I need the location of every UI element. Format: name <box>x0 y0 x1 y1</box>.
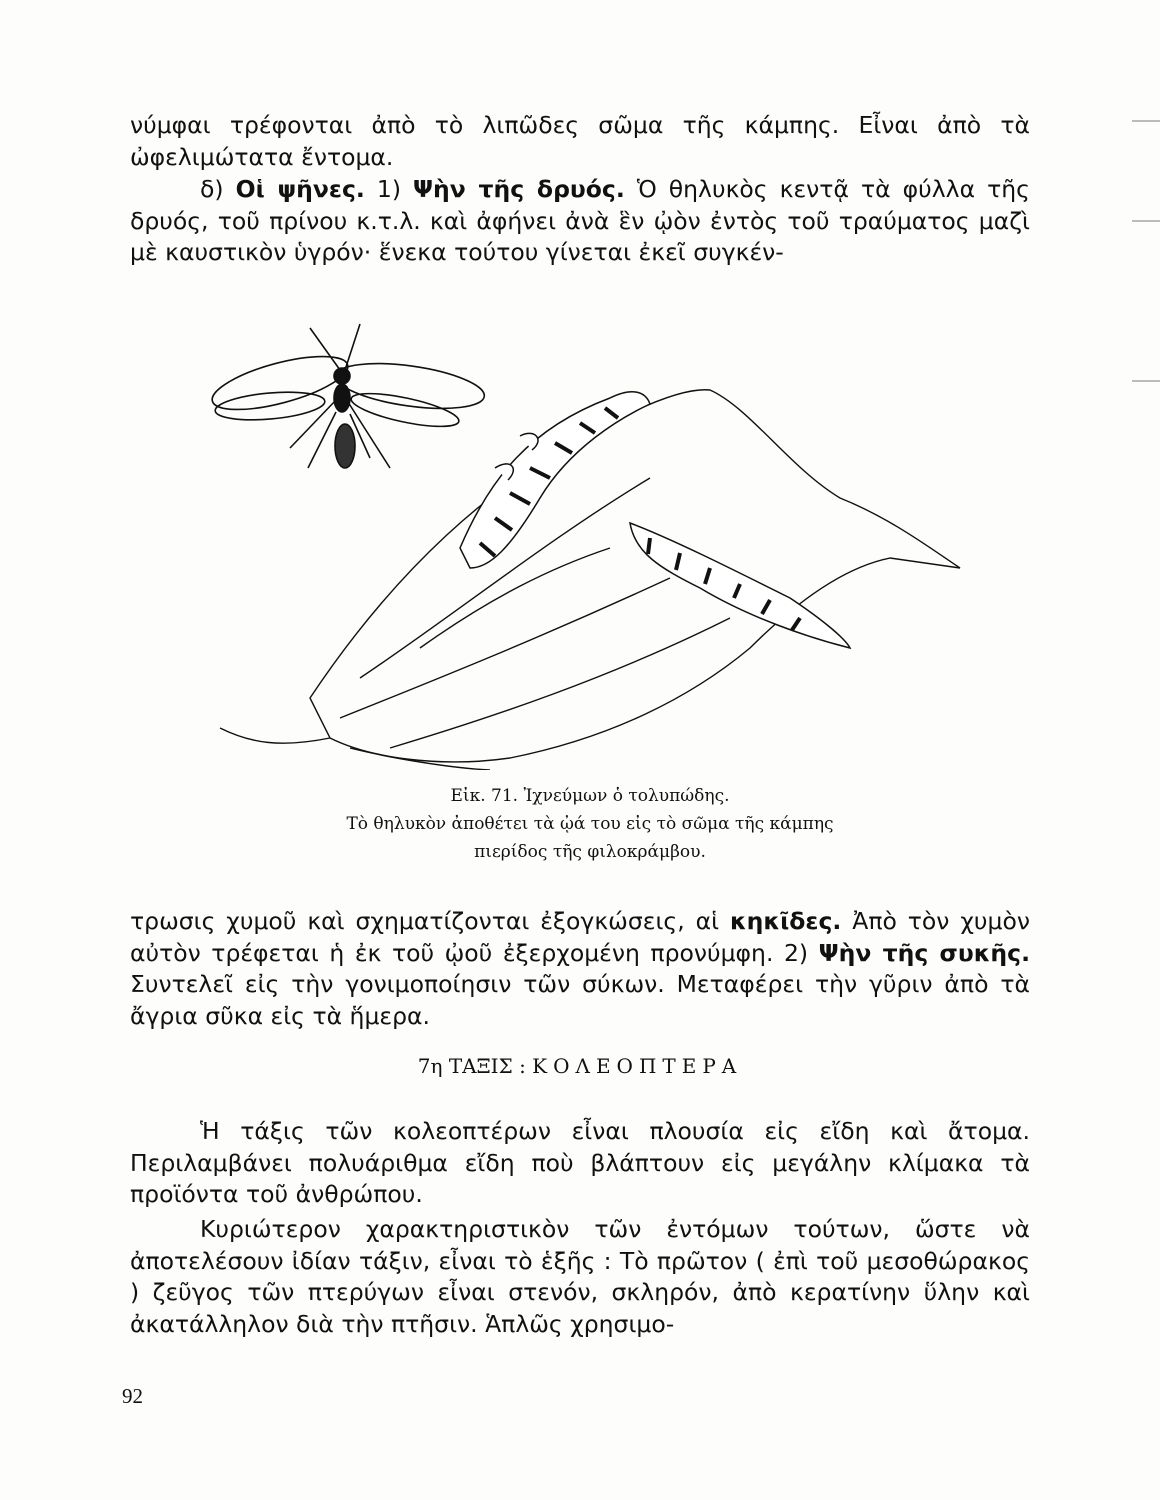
term-fig-wasp: Ψὴν τῆς συκῆς. <box>818 938 1030 967</box>
figure-caption-line: πιερίδος τῆς φιλοκράμβου. <box>474 842 706 862</box>
figure-caption-title: Εἰκ. 71. Ἰχνεύμων ὁ τολυπώδης. <box>450 786 730 806</box>
plant-drawing <box>220 390 960 770</box>
paragraph-coleoptera-features <box>130 1214 1030 1340</box>
term-galls: κηκῖδες. <box>729 907 842 935</box>
margin-bleed-mark <box>1132 380 1160 382</box>
page-number: 92 <box>122 1384 143 1408</box>
margin-bleed-mark <box>1132 120 1160 122</box>
paragraph-text: τρωσις χυμοῦ καὶ σχηματίζονται ἐξογκώσεις, αἱ <box>130 907 720 935</box>
term-oak-wasp: Ψὴν τῆς δρυός. <box>413 175 625 203</box>
paragraph-text: Ἡ τάξις τῶν κολεοπτέρων εἶναι πλουσία εἰς εἴδη καὶ ἄτομα. Περιλαμβάνει πολυάριθμα εἴδη ποὺ βλάπτουν εἰς μεγάλην κλίμακα τὰ προϊόντα τοῦ ἀνθρώπου. <box>130 1117 1030 1208</box>
ichneumon-illustration <box>190 318 990 770</box>
paragraph-text: Συντελεῖ εἰς τὴν γονιμοποίησιν τῶν σύκων. Μεταφέρει τὴν γῦριν ἀπὸ τὰ ἄγρια σῦκα εἰς τὰ ἥμερα. <box>130 970 1030 1030</box>
paragraph-text: νύμφαι τρέφονται ἀπὸ τὸ λιπῶδες σῶμα τῆς κάμπης. Εἶναι ἀπὸ τὰ ὠφελιμώτατα ἔντομα. <box>130 111 1030 171</box>
paragraph-text: Ὁ θηλυκὸς κεντᾷ τὰ φύλλα τῆς δρυός, τοῦ πρίνου κ.τ.λ. καὶ ἀφήνει ἀνὰ ἓν ᾠὸν ἐντὸς τοῦ τραύματος μαζὶ μὲ καυστικὸν ὑγρόν· ἕνεκα τούτου γίνεται ἐκεῖ συγκέν- <box>130 175 1030 266</box>
term-wasps: Οἱ ψῆνες. <box>235 175 365 203</box>
section-heading <box>130 1054 1030 1078</box>
paragraph-wasps <box>130 174 1030 269</box>
paragraph-coleoptera-intro <box>130 1116 1030 1211</box>
figure-caption-line: Τὸ θηλυκὸν ἀποθέτει τὰ ᾠά του εἰς τὸ σῶμα τῆς κάμπης <box>346 814 834 834</box>
paragraph-text: Ἀπὸ τὸν χυμὸν αὐτὸν τρέφεται ἡ ἐκ τοῦ ᾠοῦ ἐξερχομένη προνύμφη. 2) <box>130 907 1030 967</box>
paragraph-continuation <box>130 110 1030 173</box>
list-marker: 1) <box>376 175 401 203</box>
paragraph-text: Κυριώτερον χαρακτηριστικὸν τῶν ἐντόμων τούτων, ὥστε νὰ ἀποτελέσουν ἰδίαν τάξιν, εἶναι τὸ ἑξῆς : Τὸ πρῶτον ( ἐπὶ τοῦ μεσοθώρακος ) ζεῦγος τῶν πτερύγων εἶναι στενόν, σκληρόν, ἀπὸ κερατίνην ὕλην καὶ ἀκατάλληλον διὰ τὴν πτῆσιν. Ἁπλῶς χρησιμο- <box>130 1215 1030 1338</box>
section-number: 7η ΤΑΞΙΣ : <box>417 1054 526 1078</box>
list-marker: δ) <box>200 175 224 203</box>
paragraph-oak-gall <box>130 906 1030 1032</box>
margin-bleed-mark <box>1132 220 1160 222</box>
section-title: ΚΟΛΕΟΠΤΕΡΑ <box>532 1054 743 1078</box>
caterpillar-drawing <box>460 392 850 648</box>
wasp-drawing <box>207 324 487 468</box>
